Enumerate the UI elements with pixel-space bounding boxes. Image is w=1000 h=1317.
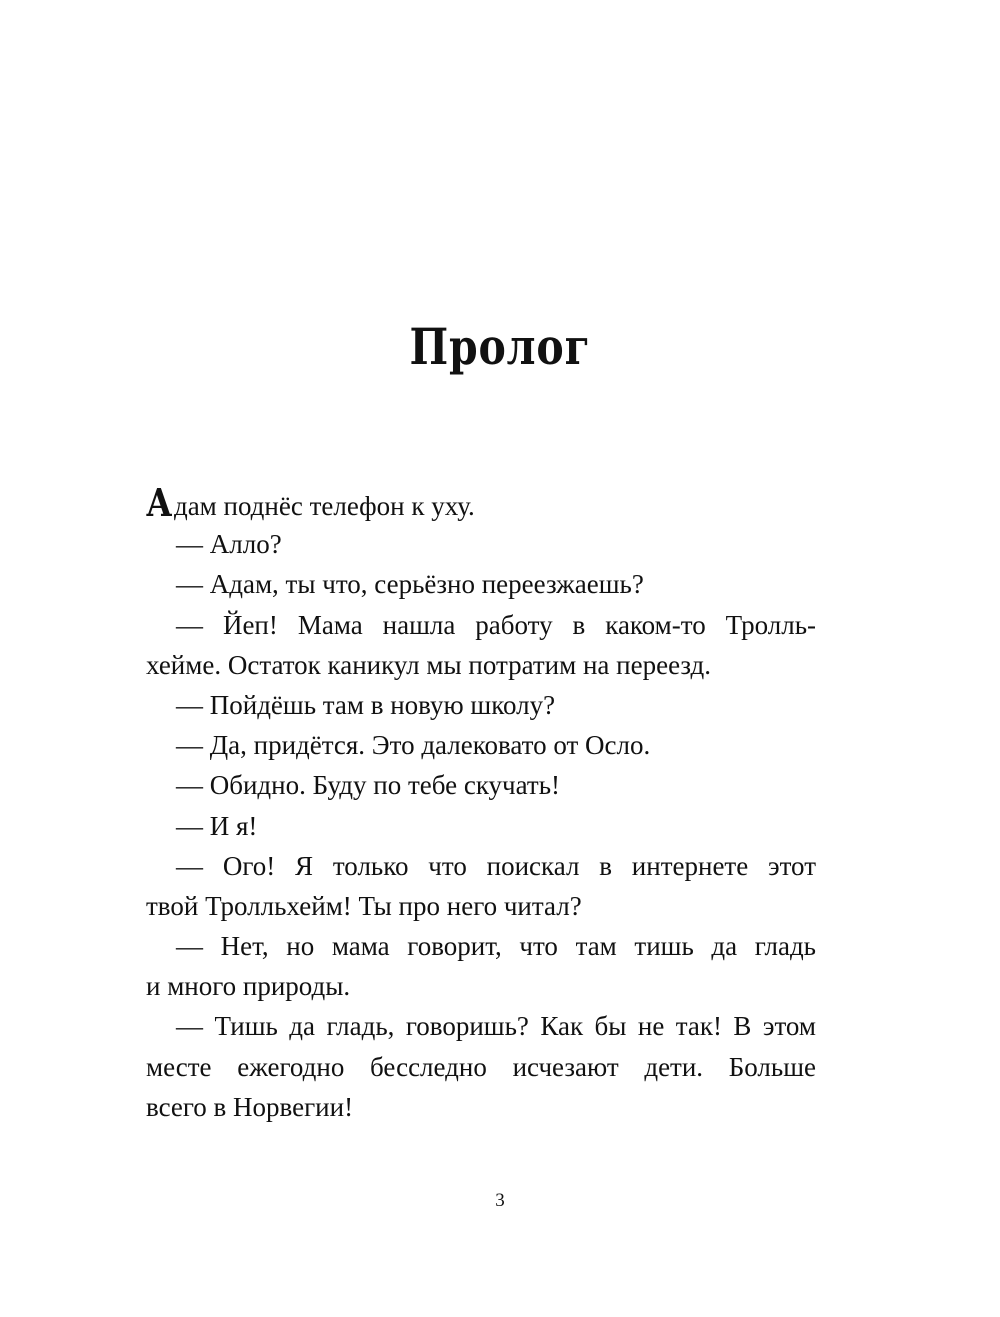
body-text [146, 480, 816, 1127]
paragraph-line: — И я! [176, 810, 258, 841]
paragraph-line: — Нет, но мама говорит, что там тишь да гладь [176, 931, 816, 962]
paragraph-line: — Йеп! Мама нашла работу в каком-то Тролль- [176, 609, 816, 640]
paragraph-line: всего в Норвегии! [146, 1091, 354, 1122]
paragraph-line: — Алло? [176, 529, 282, 560]
paragraph-line: хейме. Остаток каникул мы потратим на переезд. [146, 649, 712, 680]
page-title: Пролог [409, 317, 591, 376]
paragraph-line: — Адам, ты что, серьёзно переезжаешь? [176, 569, 644, 600]
paragraph-line: — Тишь да гладь, говоришь? Как бы не так! В этом [176, 1011, 816, 1042]
paragraph-line: месте ежегодно бесследно исчезают дети. Больше [146, 1051, 816, 1082]
paragraph-line: — Обидно. Буду по тебе скучать! [176, 770, 561, 801]
paragraph-line: — Пойдёшь там в новую школу? [176, 689, 556, 720]
page-number: 3 [495, 1190, 505, 1211]
paragraph-line: и много природы. [146, 971, 351, 1002]
paragraph-line: — Да, придётся. Это далековато от Осло. [176, 730, 651, 761]
drop-cap: А [146, 480, 173, 525]
paragraph-line: Адам поднёс телефон к уху. [146, 480, 475, 525]
paragraph-line: — Ого! Я только что поискал в интернете этот [176, 850, 816, 881]
paragraph-line: твой Тролльхейм! Ты про него читал? [146, 890, 582, 921]
